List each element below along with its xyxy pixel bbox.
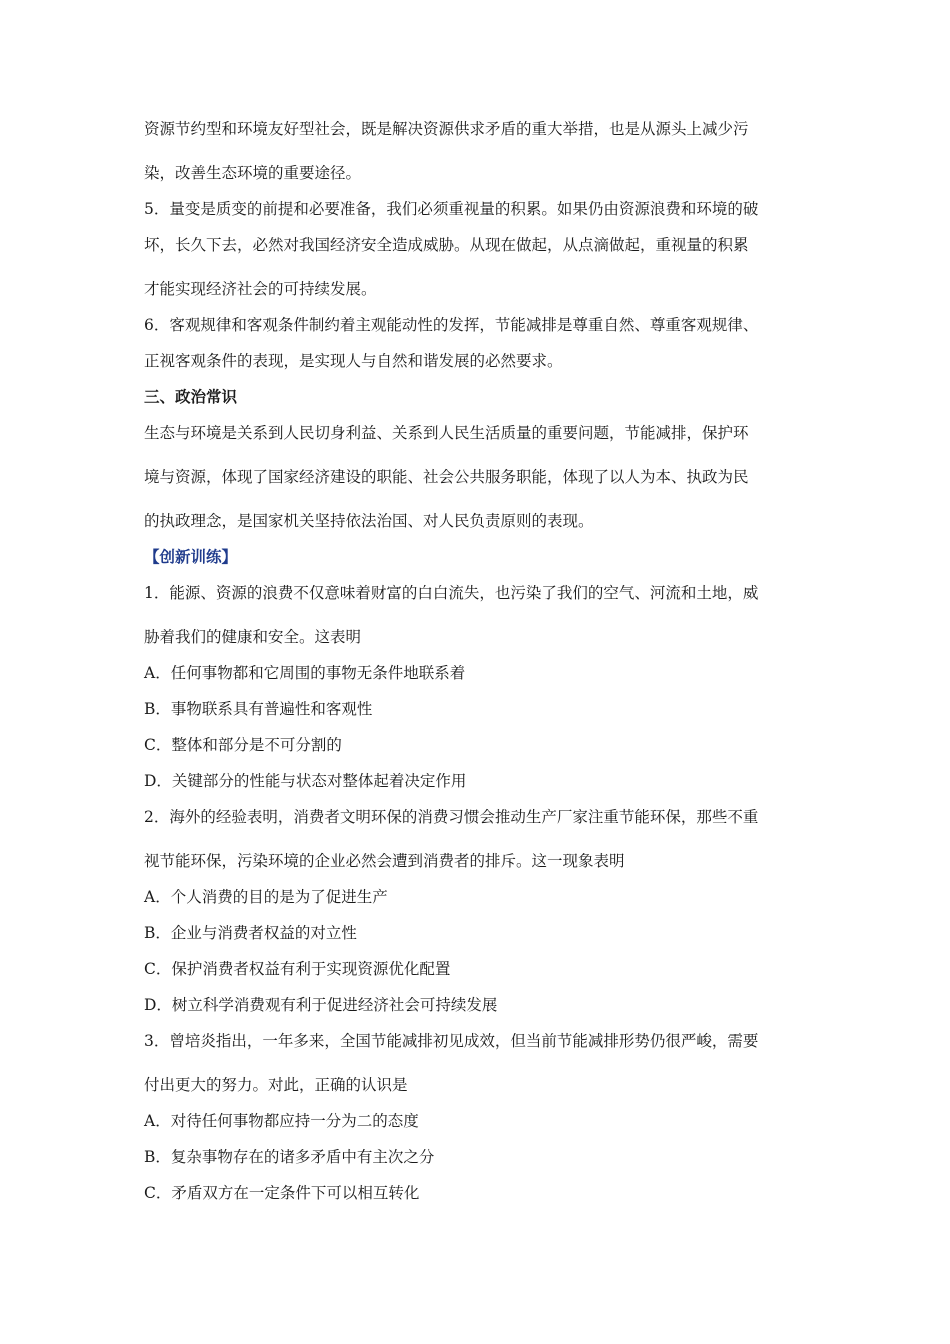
- answer-option: B．事物联系具有普遍性和客观性: [144, 700, 373, 718]
- text-line: 正视客观条件的表现，是实现人与自然和谐发展的必然要求。: [144, 352, 563, 370]
- document-page: [144, 118, 810, 1218]
- answer-option: D．树立科学消费观有利于促进经济社会可持续发展: [144, 996, 498, 1014]
- section-heading-training: 【创新训练】: [144, 548, 238, 566]
- answer-option: A．个人消费的目的是为了促进生产: [144, 888, 388, 906]
- answer-option: C．保护消费者权益有利于实现资源优化配置: [144, 960, 451, 978]
- text-line: 5．量变是质变的前提和必要准备，我们必须重视量的积累。如果仍由资源浪费和环境的破: [144, 200, 759, 218]
- answer-option: A．对待任何事物都应持一分为二的态度: [144, 1112, 419, 1130]
- text-line: 境与资源，体现了国家经济建设的职能、社会公共服务职能，体现了以人为本、执政为民: [144, 468, 749, 486]
- answer-option: B．复杂事物存在的诸多矛盾中有主次之分: [144, 1148, 435, 1166]
- answer-option: D．关键部分的性能与状态对整体起着决定作用: [144, 772, 467, 790]
- question-line: 视节能环保，污染环境的企业必然会遭到消费者的排斥。这一现象表明: [144, 852, 625, 870]
- answer-option: A．任何事物都和它周围的事物无条件地联系着: [144, 664, 466, 682]
- question-line: 3．曾培炎指出，一年多来，全国节能减排初见成效，但当前节能减排形势仍很严峻，需要: [144, 1032, 759, 1050]
- text-line: 坏，长久下去，必然对我国经济安全造成威胁。从现在做起，从点滴做起，重视量的积累: [144, 236, 749, 254]
- text-line: 6．客观规律和客观条件制约着主观能动性的发挥，节能减排是尊重自然、尊重客观规律、: [144, 316, 759, 334]
- question-line: 2．海外的经验表明，消费者文明环保的消费习惯会推动生产厂家注重节能环保，那些不重: [144, 808, 759, 826]
- text-line: 生态与环境是关系到人民切身利益、关系到人民生活质量的重要问题，节能减排，保护环: [144, 424, 749, 442]
- question-line: 1．能源、资源的浪费不仅意味着财富的白白流失，也污染了我们的空气、河流和土地，威: [144, 584, 759, 602]
- text-line: 资源节约型和环境友好型社会，既是解决资源供求矛盾的重大举措，也是从源头上减少污: [144, 120, 749, 138]
- section-heading: 三、政治常识: [144, 388, 238, 406]
- text-line: 染，改善生态环境的重要途径。: [144, 164, 362, 182]
- text-line: 才能实现经济社会的可持续发展。: [144, 280, 377, 298]
- question-line: 付出更大的努力。对此，正确的认识是: [144, 1076, 408, 1094]
- answer-option: B．企业与消费者权益的对立性: [144, 924, 357, 942]
- answer-option: C．整体和部分是不可分割的: [144, 736, 342, 754]
- text-line: 的执政理念，是国家机关坚持依法治国、对人民负责原则的表现。: [144, 512, 594, 530]
- answer-option: C．矛盾双方在一定条件下可以相互转化: [144, 1184, 420, 1202]
- question-line: 胁着我们的健康和安全。这表明: [144, 628, 362, 646]
